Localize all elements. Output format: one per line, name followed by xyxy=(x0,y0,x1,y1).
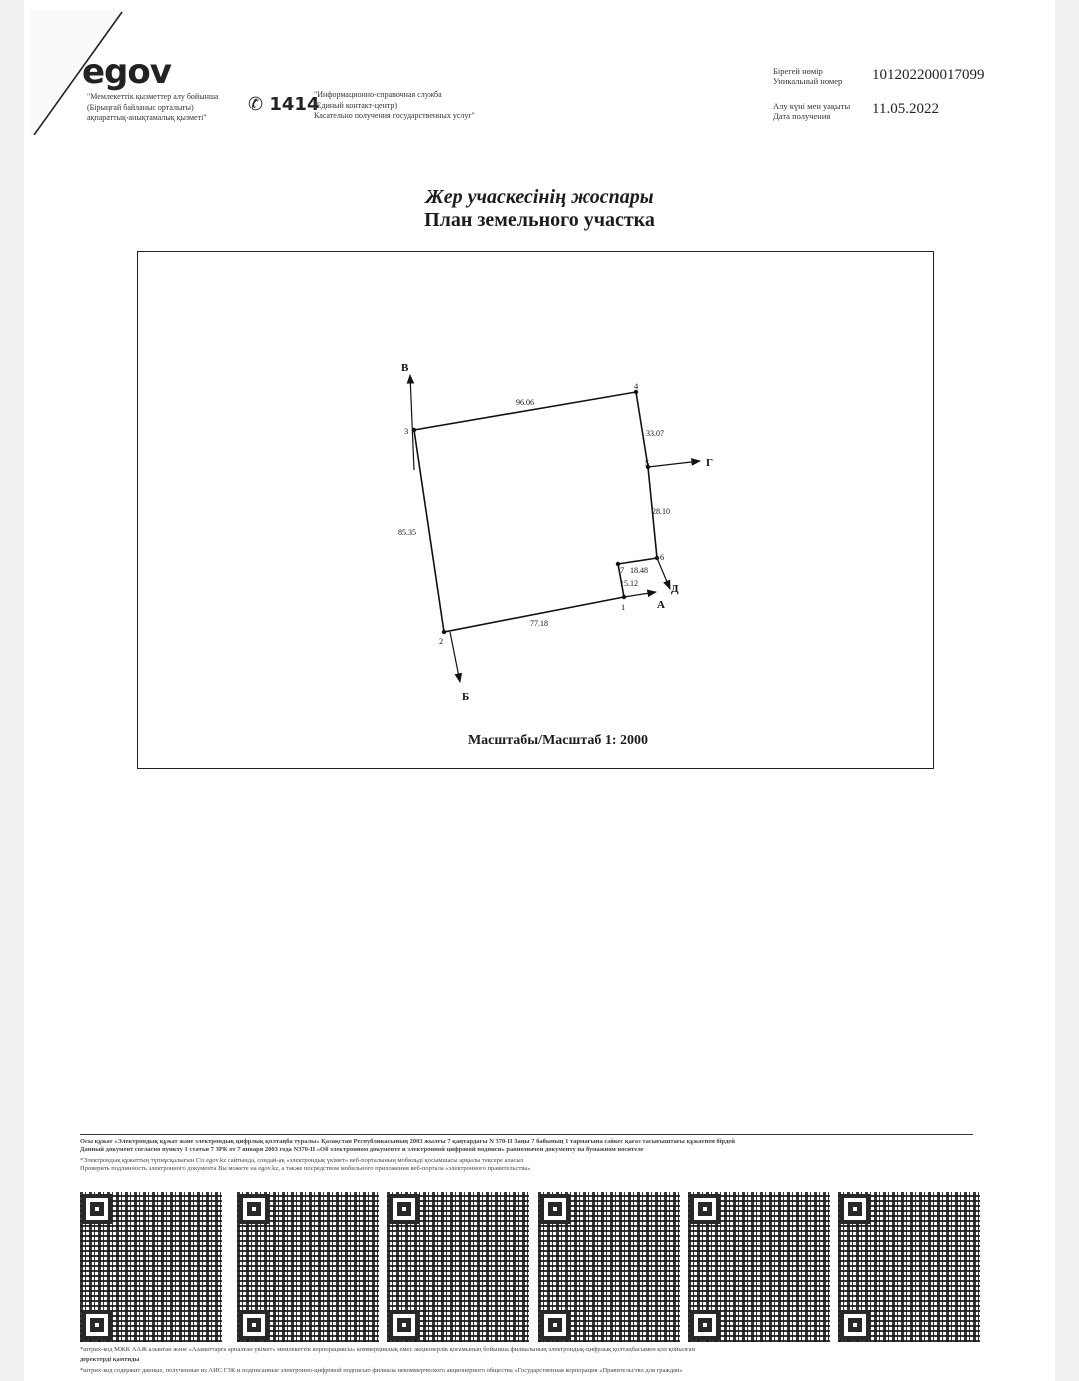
neighbor-arrow-v xyxy=(410,375,414,470)
neighbor-arrow-a xyxy=(624,592,656,597)
length-7-6: 18.48 xyxy=(630,566,648,575)
point-label-2: 2 xyxy=(439,636,444,646)
phone-number-value: 1414 xyxy=(269,94,320,115)
neighbor-arrow-d xyxy=(657,558,670,589)
barcode-4 xyxy=(538,1192,680,1342)
neighbor-label-b: Б xyxy=(462,691,470,703)
point-label-6: 6 xyxy=(660,552,665,562)
neighbor-label-a: А xyxy=(657,599,665,611)
footer-legal-ru: Данный документ согласно пункту 1 статьи 7 ЗРК от 7 января 2003 года N370-II «Об электронном документе и электронной цифровой подписи» равнозначен документу на бумажном носителе xyxy=(80,1146,644,1153)
neighbor-arrow-g xyxy=(648,461,700,467)
point-label-7: 7 xyxy=(620,565,625,575)
date-value: 11.05.2022 xyxy=(872,101,939,117)
title-kz: Жер учаскесінің жоспары xyxy=(425,186,654,208)
unique-number: 101202200017099 xyxy=(872,67,985,83)
date-label: Алу күні мен уақыты Дата получения xyxy=(773,101,851,121)
plot-boundary xyxy=(414,392,657,632)
footer-barcode-note-kz: *штрих-код МЖК ААЖ алынған және «Азаматтарға арналған үкімет» мемлекеттік корпорациясы» коммерциялық емес акционерлік қоғамының бойынша филиалының электрондық-цифрлық қолтаңбасымен қол қойылған xyxy=(80,1346,696,1353)
barcode-1 xyxy=(80,1192,222,1342)
length-1-2: 77.18 xyxy=(530,619,548,628)
contact-center-ru-text: "Информационно-справочная служба (Единый контакт-центр) Касательно получения государственных услуг" xyxy=(314,90,475,120)
phone-icon: ✆ xyxy=(248,94,264,115)
vertex-3 xyxy=(412,428,416,432)
vertex-2 xyxy=(442,630,446,634)
footer-verify-ru: Проверить подлинность электронного документа Вы можете на egov.kz, а также посредством мобильного приложения веб-портала «электронного правительства» xyxy=(80,1165,531,1172)
length-7-1: 15.12 xyxy=(620,579,638,588)
barcode-6 xyxy=(838,1192,980,1342)
footer-verify-kz: *Электрондық құжаттың түпнұсқалығын Сіз egov.kz сайтында, сондай-ақ «электрондық үкімет» веб-порталының мобильді қосымшасы арқылы тексере аласыз xyxy=(80,1157,524,1164)
neighbor-label-g: Г xyxy=(706,457,713,469)
barcode-2 xyxy=(237,1192,379,1342)
length-5-6: 28.10 xyxy=(652,507,670,516)
footer-barcode-note-kz-2: деректерді қамтиды xyxy=(80,1356,140,1363)
footer-barcode-note-ru: *штрих-код содержит данные, полученные из АИС ГЗК и подписанные электронно-цифровой подписью филиала некоммерческого акционерного общества «Государственная корпорация «Правительство для граждан» xyxy=(80,1367,683,1374)
length-4-5: 33.07 xyxy=(646,429,664,438)
egov-logo: egov xyxy=(82,52,171,92)
length-3-4: 96.06 xyxy=(516,398,534,407)
unique-number-label: Бірегей нөмір Уникальный номер xyxy=(773,66,843,86)
footer-divider xyxy=(80,1134,973,1135)
vertex-6 xyxy=(655,556,659,560)
neighbor-arrow-b xyxy=(450,632,460,682)
point-label-4: 4 xyxy=(634,381,639,391)
point-label-1: 1 xyxy=(621,602,626,612)
contact-center-kz-text: "Мемлекеттік қызметтер алу бойынша (Бірыңғай байланыс орталығы) ақпараттық-анықтамалық қызметі" xyxy=(87,92,219,122)
neighbor-label-d: Д xyxy=(671,583,679,595)
point-label-5: 5 xyxy=(645,458,650,468)
length-2-3: 85.35 xyxy=(398,528,416,537)
point-label-3: 3 xyxy=(404,426,409,436)
barcode-3 xyxy=(387,1192,529,1342)
vertex-1 xyxy=(622,595,626,599)
scale-label: Масштабы/Масштаб 1: 2000 xyxy=(467,733,649,748)
barcode-5 xyxy=(688,1192,830,1342)
footer-legal-kz: Осы құжат «Электрондық құжат және электрондық цифрлық қолтаңба туралы» Қазақстан Республикасының 2003 жылғы 7 қаңтардағы N 370-II Заңы 7 бабының 1 тармағына сәйкес қағаз тасығыштағы құжатпен бірдей xyxy=(80,1138,735,1145)
title-ru: План земельного участка xyxy=(424,209,655,231)
neighbor-label-v: В xyxy=(401,362,409,374)
